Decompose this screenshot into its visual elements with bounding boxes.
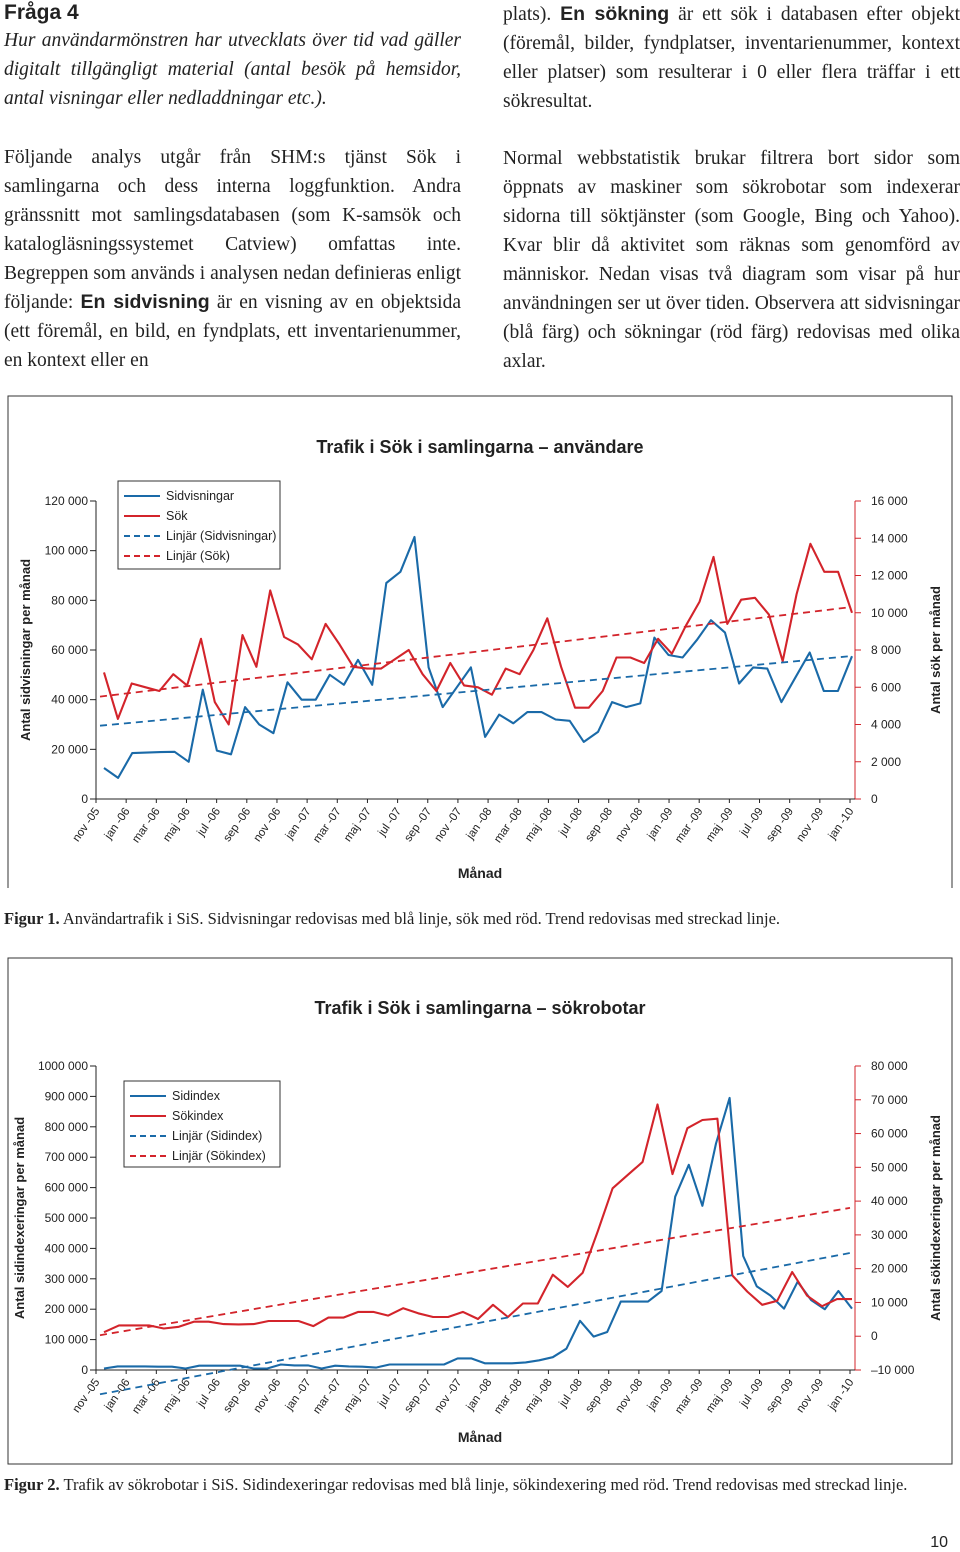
right-tick-label: 4 000: [871, 717, 902, 732]
x-tick-label: jul -06: [195, 805, 224, 839]
left-tick-label: 0: [81, 792, 88, 806]
right-tick-label: 70 000: [871, 1092, 908, 1107]
right-tick-label: 40 000: [871, 1194, 908, 1209]
right-tick-label: 30 000: [871, 1227, 908, 1242]
question-text: [4, 26, 461, 113]
chart-title: Trafik i Sök i samlingarna – användare: [316, 437, 644, 457]
x-tick-label: jul -06: [195, 1376, 224, 1410]
x-tick-label: jan -08: [464, 1376, 495, 1413]
x-tick-label: nov -09: [794, 1376, 827, 1416]
legend-label: Sidvisningar: [166, 489, 235, 503]
left-column: [4, 0, 461, 375]
legend-label: Linjär (Sidindex): [172, 1129, 263, 1143]
x-tick-label: jan -06: [102, 1376, 133, 1413]
right-tick-label: 16 000: [871, 494, 908, 508]
right-tick-label: 10 000: [871, 1295, 908, 1310]
left-tick-label: 800 000: [44, 1119, 88, 1134]
term-sidvisning: En sidvisning: [80, 291, 210, 313]
x-tick-label: maj -06: [161, 1376, 193, 1416]
x-tick-label: mar -06: [130, 1376, 163, 1417]
right-tick-label: 80 000: [871, 1059, 908, 1073]
x-tick-label: jan -06: [102, 805, 133, 842]
left-tick-label: 100 000: [44, 1332, 88, 1347]
x-tick-label: maj -06: [161, 805, 193, 845]
x-tick-label: jan -09: [645, 1376, 676, 1413]
left-tick-label: 120 000: [44, 494, 88, 508]
right-tick-label: 6 000: [871, 680, 902, 695]
caption-text: Användartrafik i SiS. Sidvisningar redovisas med blå linje, sök med röd. Trend redovisas med streckad linje.: [59, 909, 781, 928]
x-axis-title: Månad: [457, 1429, 503, 1445]
caption-text: Trafik av sökrobotar i SiS. Sidindexeringar redovisas med blå linje, sökindexering med röd. Trend redovisas med streckad linje.: [59, 1475, 908, 1494]
right-tick-label: 60 000: [871, 1126, 908, 1141]
x-tick-label: sep -06: [221, 805, 254, 845]
left-tick-label: 500 000: [44, 1211, 88, 1225]
question-heading: Fråga 4: [4, 1, 79, 24]
x-tick-label: nov -05: [70, 805, 103, 845]
x-tick-label: sep -09: [764, 1376, 797, 1416]
x-tick-label: nov -06: [251, 1376, 284, 1416]
x-tick-label: mar -07: [311, 1376, 344, 1417]
x-tick-label: nov -08: [613, 1376, 646, 1416]
left-tick-label: 900 000: [44, 1089, 88, 1104]
figure-1-caption: [4, 909, 780, 929]
chart-robots: [0, 950, 960, 1470]
x-tick-label: mar -08: [492, 1376, 525, 1417]
right-tick-label: 0: [871, 792, 878, 806]
chart-title: Trafik i Sök i samlingarna – sökrobotar: [314, 998, 646, 1018]
legend-label: Linjär (Sidvisningar): [166, 529, 277, 543]
series-line-linjär-sidindex-: [100, 1253, 850, 1394]
left-tick-label: 1000 000: [37, 1059, 88, 1073]
x-tick-label: sep -07: [402, 1376, 435, 1416]
definition-paragraph: [503, 0, 960, 116]
y-axis-title-left: Antal sidindexeringar per månad: [12, 1116, 27, 1320]
x-tick-label: jan -10: [826, 1376, 857, 1413]
series-line-linjär-sökindex-: [100, 1208, 850, 1335]
definition-text-cont: är ett sök i databasen efter objekt (föremål, bilder, fyndplatser, inventarienummer, kontext eller platser) som resulterar i 0 eller flera träffar i ett sökresultat.: [503, 4, 960, 112]
right-tick-label: 12 000: [871, 568, 908, 583]
caption-label: Figur 2.: [4, 1475, 60, 1494]
analysis-text: Följande analys utgår från SHM:s tjänst Sök i samlingarna och dess interna loggfunktion. Andra gränssnitt mot samlingsdatabasen (som K-samsök och katalogläsningssystemet Catview) omfattas inte. Begreppen som används i analysen nedan definieras enligt följande:: [4, 147, 461, 313]
left-tick-label: 40 000: [51, 692, 88, 707]
left-tick-label: 300 000: [44, 1271, 88, 1286]
right-tick-label: 2 000: [871, 754, 902, 769]
x-tick-label: sep -07: [402, 805, 435, 845]
x-tick-label: sep -09: [764, 805, 797, 845]
y-axis-title-right: Antal sökindexeringar per månad: [928, 1115, 943, 1321]
webstat-paragraph: Normal webbstatistik brukar filtrera bort sidor som öppnats av maskiner som sökrobotar som indexerar sidorna till söktjänster (som Google, Bing och Yahoo). Kvar blir då aktivitet som räknas som genomförd av människor. Nedan visas två diagram som visar på hur användningen ser ut över tiden. Observera att sidvisningar (blå färg) och sökningar (röd färg) redovisas med olika axlar.: [503, 148, 960, 372]
x-tick-label: maj -09: [703, 805, 736, 845]
x-tick-label: jan -07: [283, 1376, 314, 1413]
analysis-text-cont: är en visning av en objektsida (ett föremål, en bild, en fyndplats, ett inventarienummer, en kontext eller en: [4, 292, 461, 371]
figure-1: [0, 388, 960, 888]
x-tick-label: jan -09: [645, 805, 676, 842]
x-tick-label: sep -08: [583, 1376, 616, 1416]
x-tick-label: nov -07: [432, 1376, 465, 1416]
right-tick-label: 10 000: [871, 605, 908, 620]
x-tick-label: mar -07: [311, 805, 344, 846]
x-tick-label: maj -07: [342, 805, 374, 845]
x-tick-label: mar -08: [492, 805, 525, 846]
x-tick-label: sep -08: [583, 805, 616, 845]
right-column: [503, 0, 960, 376]
x-tick-label: nov -06: [251, 805, 284, 845]
left-tick-label: 0: [81, 1363, 88, 1377]
right-tick-label: 0: [871, 1329, 878, 1344]
left-tick-label: 80 000: [51, 593, 88, 608]
x-tick-label: jan -07: [283, 805, 314, 842]
x-tick-label: jan -08: [464, 805, 495, 842]
x-tick-label: nov -05: [70, 1376, 103, 1416]
caption-label: Figur 1.: [4, 909, 60, 928]
x-tick-label: mar -06: [130, 805, 163, 846]
x-tick-label: jul -07: [376, 805, 405, 839]
term-sokning: En sökning: [560, 3, 670, 25]
figure-2-caption: [4, 1475, 907, 1495]
right-tick-label: 14 000: [871, 531, 908, 546]
x-tick-label: sep -06: [221, 1376, 254, 1416]
legend-label: Linjär (Sökindex): [172, 1149, 266, 1163]
x-tick-label: maj -07: [342, 1376, 374, 1416]
legend-label: Sökindex: [172, 1109, 224, 1123]
y-axis-title-left: Antal sidvisningar per månad: [18, 558, 33, 742]
chart-users: [0, 388, 960, 888]
legend-label: Linjär (Sök): [166, 549, 230, 563]
legend-label: Sök: [166, 509, 188, 523]
x-tick-label: mar -09: [673, 805, 706, 846]
left-tick-label: 200 000: [44, 1302, 88, 1317]
left-tick-label: 600 000: [44, 1180, 88, 1195]
x-tick-label: maj -08: [523, 805, 555, 845]
x-tick-label: jul -08: [557, 1376, 586, 1410]
left-tick-label: 700 000: [44, 1150, 88, 1165]
x-tick-label: maj -08: [523, 1376, 555, 1416]
question-italic: Hur användarmönstren har utvecklats över tid vad gäller digitalt tillgängligt material (antal besök på hemsidor, antal visningar eller nedladdningar etc.).: [4, 30, 461, 109]
left-tick-label: 60 000: [51, 643, 88, 657]
analysis-paragraph: [4, 143, 461, 375]
x-tick-label: jul -09: [738, 805, 766, 839]
right-tick-label: –10 000: [871, 1363, 915, 1377]
x-tick-label: nov -09: [794, 805, 827, 845]
y-axis-title-right: Antal sök per månad: [928, 586, 943, 714]
left-tick-label: 100 000: [44, 543, 88, 558]
page-number: 10: [930, 1534, 948, 1551]
right-tick-label: 50 000: [871, 1160, 908, 1175]
right-tick-label: 8 000: [871, 643, 902, 657]
x-tick-label: mar -09: [673, 1376, 706, 1417]
definition-text: plats).: [503, 4, 561, 25]
legend-label: Sidindex: [172, 1089, 220, 1103]
x-tick-label: jul -08: [557, 805, 586, 839]
x-tick-label: jan -10: [826, 805, 857, 842]
x-tick-label: jul -07: [376, 1376, 405, 1410]
x-tick-label: jul -09: [738, 1376, 766, 1410]
figure-2: [0, 950, 960, 1450]
right-tick-label: 20 000: [871, 1261, 908, 1276]
series-line-sidvisningar: [104, 537, 852, 778]
left-tick-label: 400 000: [44, 1241, 88, 1256]
x-tick-label: nov -08: [613, 805, 646, 845]
x-tick-label: maj -09: [703, 1376, 736, 1416]
x-tick-label: nov -07: [432, 805, 465, 845]
x-axis-title: Månad: [457, 865, 503, 881]
left-tick-label: 20 000: [51, 742, 88, 757]
